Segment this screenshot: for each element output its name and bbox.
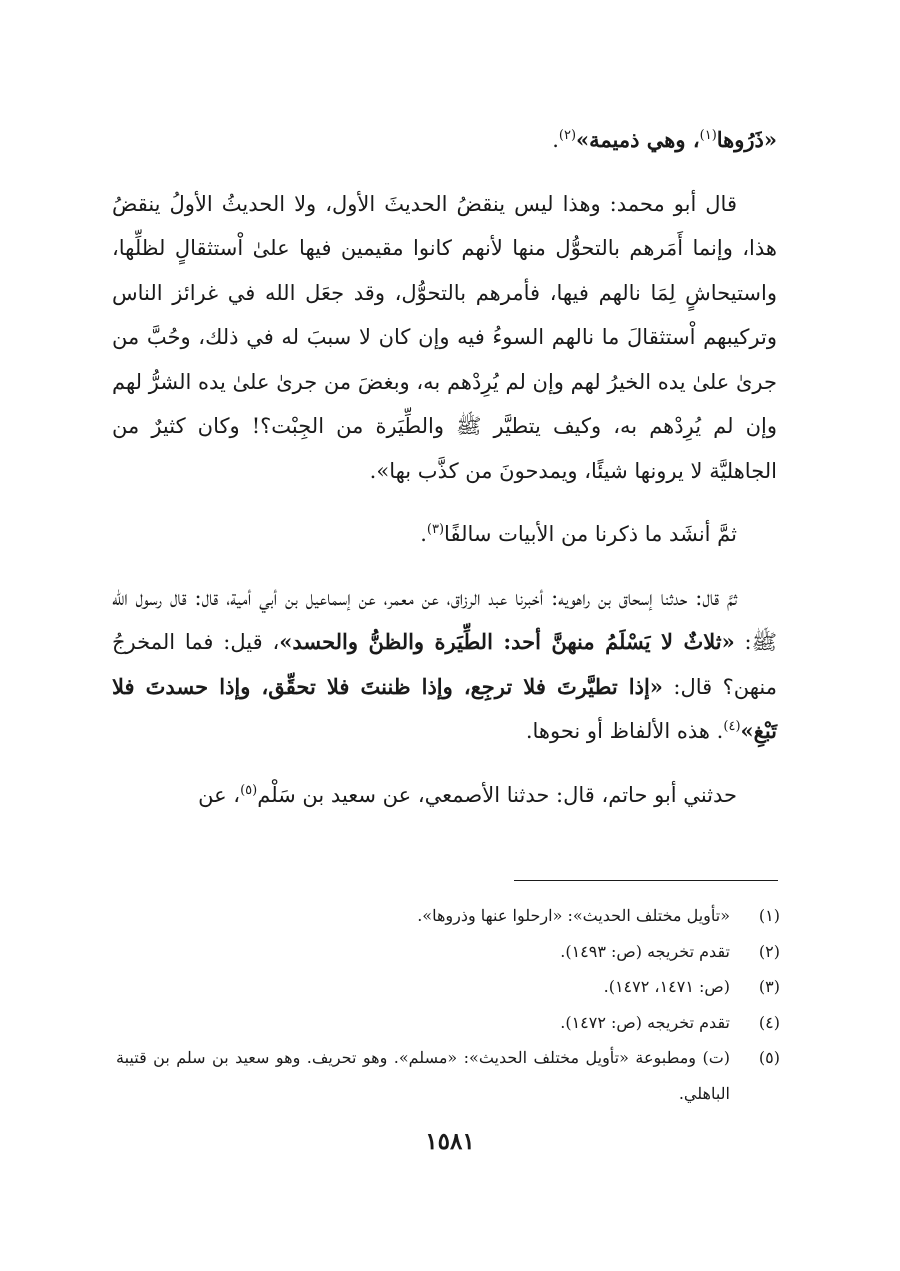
paragraph-continuation (112, 118, 777, 163)
text-run: ، قيل: فما المخرجُ منهن؟ قال: (112, 630, 777, 699)
text-run: قال أبو محمد: وهذا ليس ينقضُ الحديثَ الأول، ولا الحديثُ الأولُ ينقضُ هذا، وإنما أَمَرهم بالتحوُّل منها لأنهم كانوا مقيمين فيها علىٰ اْستثقالٍ لظلِّها، واستيحاشٍ لِمَا نالهم فيها، فأمرهم بالتحوُّل، وقد جعَل الله في غرائز الناس وتركيبهم اْستثقالَ ما نالهم السوءُ فيه وإن كان لا سببَ له في ذلك، وحُبَّ من جرىٰ علىٰ يده الخيرُ لهم وإن لم يُرِدْهم به، وبغضَ من جرىٰ علىٰ يده الشرُّ لهم وإن لم يُرِدْهم به، وكيف يتطيَّر ﷺ والطِّيَرة من الجِبْت؟! وكان كثيرٌ من الجاهليَّة لا يرونها شيئًا، ويمدحونَ من كذَّب بها». (112, 191, 777, 483)
footnote-number: (٣) (758, 977, 780, 996)
footnote (116, 1040, 780, 1111)
footnote-text: (ص: ١٤٧١، ١٤٧٢). (603, 977, 730, 996)
footnote-number: (٢) (758, 941, 780, 961)
footnote-marker: (١) (699, 128, 717, 143)
text-run: حدثني أبو حاتم، قال: حدثنا الأصمعي، عن سعيد بن سَلْم (257, 782, 737, 807)
bold-text: «ذَرُوها (716, 127, 777, 152)
footnote (116, 898, 780, 934)
footnote-marker: (٣) (426, 522, 445, 537)
footnote-number: (١) (758, 906, 780, 925)
bold-text: «ثلاثٌ لا يَسْلَمُ منهنَّ أحد: الطِّيَرة والظنُّ والحسد» (279, 629, 735, 654)
page-number: ١٥٨١ (425, 1128, 475, 1155)
text-run: . (420, 522, 427, 546)
footnote-text: (ت) ومطبوعة «تأويل مختلف الحديث»: «مسلم». وهو تحريف. وهو سعيد بن سلم بن قتيبة الباهلي. (116, 1048, 730, 1103)
footnote-number: (٤) (758, 1012, 780, 1032)
footnote-divider (514, 880, 778, 881)
text-run: ثمَّ قال: حدثنا إسحاق بن راهويه: أخبرنا عبد الرزاق، عن معمر، عن إسماعيل بن أبي أمية، قال: قال رسول الله ﷺ: (112, 585, 777, 654)
footnote-marker: (٤) (723, 719, 741, 734)
paragraph-abu-muhammad (112, 182, 777, 494)
paragraph-abu-hatim (112, 773, 777, 818)
main-text (112, 118, 777, 817)
text-run: . هذه الألفاظ أو نحوها. (525, 719, 724, 743)
footnotes (116, 898, 780, 1111)
text-run: . (552, 128, 559, 152)
footnote-text: تقدم تخريجه (ص: ١٤٩٣). (560, 941, 730, 961)
footnote-text: «تأويل مختلف الحديث»: «ارحلوا عنها وذروها». (417, 906, 730, 925)
footnote-marker: (٢) (558, 128, 577, 143)
footnote (116, 969, 780, 1005)
text-run: ، عن (198, 782, 241, 807)
bold-text: ، وهي ذميمة» (576, 127, 700, 152)
footnote-marker: (٥) (240, 782, 258, 798)
bold-text: «إذا تطيَّرتَ فلا ترجِع، وإذا ظننتَ فلا تحقِّق، وإذا حسدتَ فلا تَبْغِ» (112, 673, 777, 743)
footnote (116, 1005, 780, 1041)
paragraph-hadith (112, 576, 777, 754)
footnote-number: (٥) (758, 1048, 780, 1067)
text-run: ثمَّ أنشَد ما ذكرنا من الأبيات سالفًا (444, 522, 737, 546)
footnote-text: تقدم تخريجه (ص: ١٤٧٢). (560, 1012, 730, 1032)
paragraph-verses (112, 512, 777, 557)
footnote (116, 934, 780, 970)
